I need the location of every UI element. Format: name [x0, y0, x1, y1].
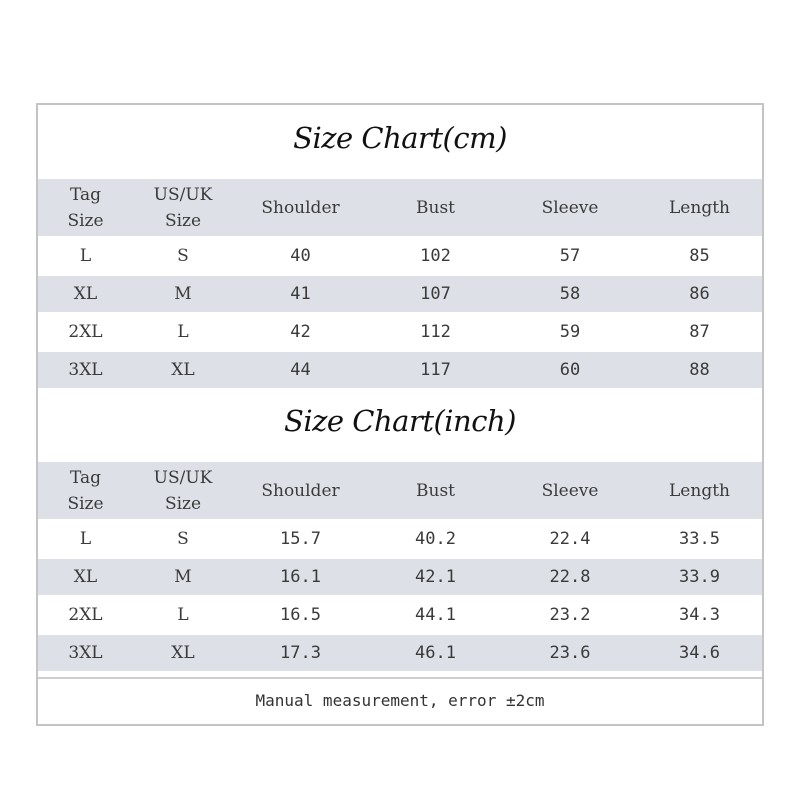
inch-header-us-uk-size: US/UK Size: [153, 467, 213, 514]
cm-header-tag-size: Tag Size: [67, 184, 104, 231]
cm-chart-title: Size Chart(cm): [293, 121, 507, 155]
cm-header-us-uk-size: US/UK Size: [153, 184, 213, 231]
cm-header-row: [38, 179, 762, 238]
table-row: [38, 276, 762, 314]
cm-cell-length: 88: [689, 360, 710, 380]
table-row: [38, 238, 762, 276]
inch-cell-shoulder: 17.3: [280, 643, 321, 663]
inch-cell-tag-size: 2XL: [68, 605, 103, 625]
measurement-note: Manual measurement, error ±2cm: [38, 677, 762, 724]
cm-cell-sleeve: 58: [559, 284, 581, 304]
inch-size-table: [38, 462, 762, 673]
inch-cell-shoulder: 15.7: [280, 529, 321, 549]
inch-header-bust: Bust: [416, 480, 455, 501]
inch-cell-us-uk-size: S: [177, 529, 189, 549]
inch-cell-bust: 44.1: [415, 605, 456, 625]
cm-cell-tag-size: 2XL: [68, 322, 103, 342]
inch-cell-shoulder: 16.1: [280, 567, 321, 587]
cm-cell-bust: 107: [420, 284, 451, 304]
inch-cell-length: 33.5: [679, 529, 720, 549]
cm-cell-tag-size: L: [79, 246, 92, 266]
inch-cell-bust: 42.1: [415, 567, 456, 587]
cm-cell-tag-size: XL: [73, 284, 98, 304]
inch-cell-length: 34.6: [679, 643, 720, 663]
inch-cell-sleeve: 23.6: [549, 643, 591, 663]
inch-cell-tag-size: XL: [73, 567, 98, 587]
cm-cell-sleeve: 57: [559, 246, 581, 266]
cm-cell-length: 86: [689, 284, 710, 304]
inch-cell-us-uk-size: XL: [171, 643, 195, 663]
cm-cell-sleeve: 59: [559, 322, 581, 342]
inch-header-length: Length: [669, 480, 730, 501]
cm-cell-shoulder: 42: [290, 322, 311, 342]
inch-header-row: [38, 462, 762, 521]
inch-cell-shoulder: 16.5: [280, 605, 321, 625]
inch-cell-sleeve: 23.2: [549, 605, 591, 625]
cm-cell-length: 85: [689, 246, 710, 266]
cm-size-table: [38, 179, 762, 390]
cm-cell-sleeve: 60: [559, 360, 581, 380]
cm-cell-bust: 102: [420, 246, 451, 266]
cm-header-length: Length: [669, 197, 730, 218]
inch-cell-bust: 40.2: [415, 529, 456, 549]
cm-header-bust: Bust: [416, 197, 455, 218]
inch-cell-length: 34.3: [679, 605, 720, 625]
inch-header-tag-size: Tag Size: [67, 467, 104, 514]
cm-header-sleeve: Sleeve: [541, 197, 599, 218]
cm-header-shoulder: Shoulder: [261, 197, 340, 218]
cm-cell-length: 87: [689, 322, 710, 342]
cm-cell-shoulder: 40: [290, 246, 311, 266]
table-row: [38, 559, 762, 597]
table-row: [38, 635, 762, 673]
cm-cell-us-uk-size: S: [177, 246, 189, 266]
inch-cell-tag-size: L: [79, 529, 92, 549]
inch-cell-tag-size: 3XL: [68, 643, 103, 663]
table-row: [38, 521, 762, 559]
cm-cell-shoulder: 41: [290, 284, 311, 304]
inch-cell-sleeve: 22.4: [549, 529, 591, 549]
inch-cell-length: 33.9: [679, 567, 720, 587]
inch-cell-sleeve: 22.8: [549, 567, 591, 587]
inch-header-shoulder: Shoulder: [261, 480, 340, 501]
cm-cell-us-uk-size: M: [174, 284, 192, 304]
inch-cell-us-uk-size: M: [174, 567, 192, 587]
table-row: [38, 597, 762, 635]
table-row: [38, 352, 762, 390]
inch-header-sleeve: Sleeve: [541, 480, 599, 501]
cm-cell-us-uk-size: L: [177, 322, 189, 342]
cm-cell-shoulder: 44: [290, 360, 311, 380]
table-row: [38, 314, 762, 352]
inch-chart-title: Size Chart(inch): [284, 404, 516, 438]
inch-cell-us-uk-size: L: [177, 605, 189, 625]
cm-cell-us-uk-size: XL: [171, 360, 195, 380]
cm-cell-bust: 112: [420, 322, 451, 342]
cm-cell-bust: 117: [420, 360, 451, 380]
size-chart-panel: [36, 103, 764, 726]
inch-cell-bust: 46.1: [415, 643, 456, 663]
cm-cell-tag-size: 3XL: [68, 360, 103, 380]
